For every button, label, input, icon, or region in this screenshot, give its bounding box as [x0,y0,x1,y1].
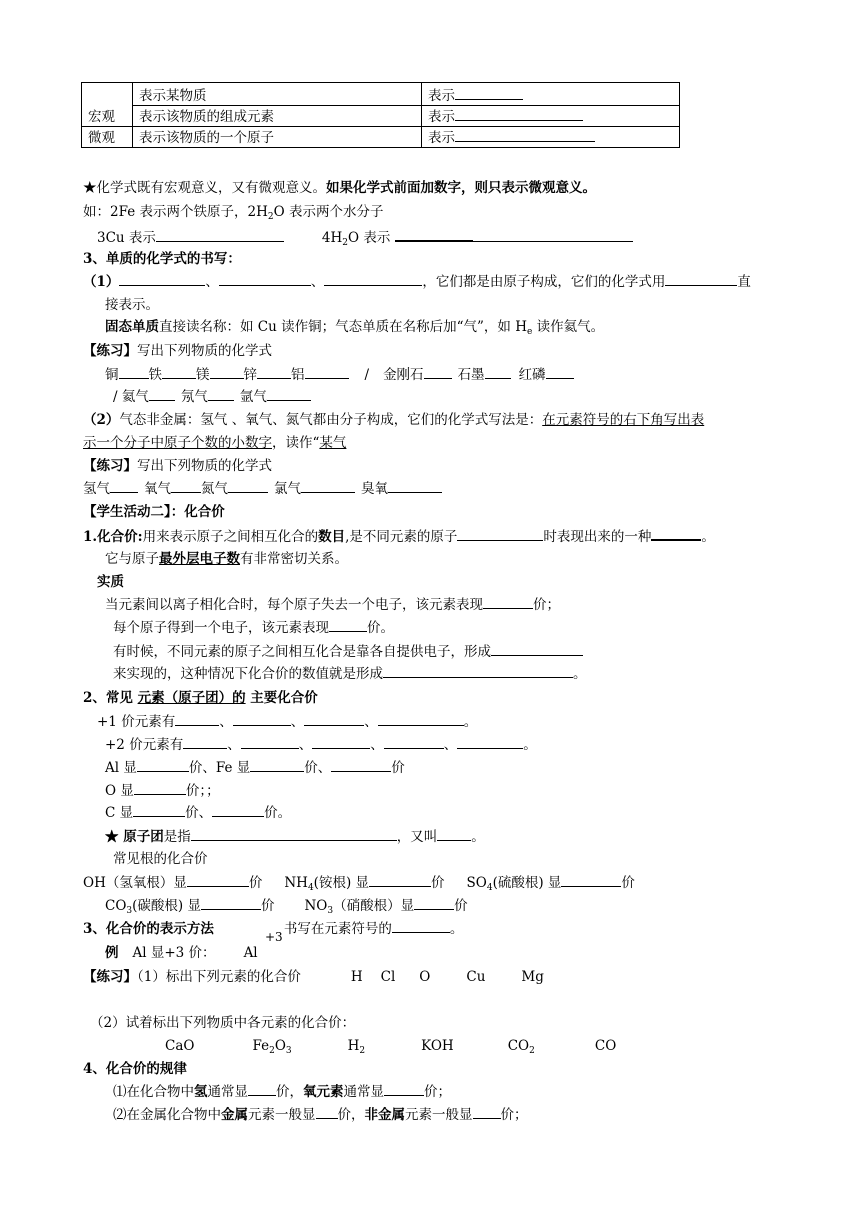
meaning-table [81,82,680,148]
exercise-line: 【练习】（1）标出下列元素的化合价 H Cl O Cu Mg [83,969,544,985]
table-cell: 表示某物质 [133,83,422,106]
paragraph: 示一个分子中原子个数的小数字，读作“某气 [83,435,347,451]
paragraph: （1） 、 、 ，它们都是由原子构成，它们的化学式用 直 [83,274,751,290]
section-title: 3、化合价的表示方法 书写在元素符号的 。 [83,921,464,937]
valence-line: +2 价元素有 、 、 、 、 。 [105,737,537,753]
exercise-line: 【练习】写出下列物质的化学式 [83,343,272,359]
fill-line: 3Cu 表示 $4H_2O$ 表示 [97,228,633,247]
table-cell: 表示该物质的一个原子 [133,127,422,148]
table-cell: 表示 [422,83,680,106]
paragraph: 来实现的，这种情况下化合价的数值就是形成 。 [113,666,587,682]
example-line: 例 Al 显+3 价： Al [105,945,258,961]
valence-line: C 显 价、 价。 [105,805,292,821]
activity-title: 【学生活动二】：化合价 [83,504,225,520]
note-line: ★化学式既有宏观意义，又有微观意义。如果化学式前面加数字，则只表示微观意义。 [83,180,596,196]
paragraph: 固态单质直接读名称：如 Cu 读作铜；气态单质在名称后加“气”，如 $H_e$ 读作氦气。 [105,319,605,337]
subheading: 常见根的化合价 [113,851,208,867]
table-cell: 表示 [422,106,680,127]
example-line: 如：2Fe 表示两个铁原子，$2H_2O$ 表示两个水分子 [83,204,384,222]
section-title: 4、化合价的规律 [83,1061,187,1077]
subheading: 实质 [97,574,124,590]
table-cell: 表示 [422,127,680,148]
formula-row: CaO $Fe_2O_3$ $H_2$ KOH $CO_2$ CO [165,1038,617,1056]
exercise-line: 【练习】写出下列物质的化学式 [83,458,272,474]
exercise-line: （2）试着标出下列物质中各元素的化合价： [90,1015,356,1031]
section-title: 2、常见 元素（原子团）的 主要化合价 [83,690,318,706]
exercise-row: 氢气 氧气 氮气 氯气 臭氧 [83,480,442,498]
section-title: 3、单质的化学式的书写： [83,251,241,267]
paragraph: 当元素间以离子相化合时，每个原子失去一个电子，该元素表现 价； [105,597,560,613]
paragraph: 接表示。 [105,297,159,313]
table-cell [82,83,133,106]
radical-row: OH（氢氧根）显 价 $NH_4$(铵根) 显 价 $SO_4$(硫酸根) 显 价 [83,875,635,893]
paragraph: （2）气态非金属：氢气 、氧气、氮气都由分子构成，它们的化学式写法是：在元素符号的右下角写出表 [83,412,705,428]
table-cell: 宏观 [82,106,133,127]
exercise-row: / 氦气 氖气 氩气 [113,388,311,406]
radical-line: ★ 原子团是指 ，又叫 。 [105,829,485,845]
radical-row: $CO_3$(碳酸根) 显 价 $NO_3$（硝酸根）显 价 [105,898,468,916]
table-cell: 表示该物质的组成元素 [133,106,422,127]
exercise-row: 铜 铁 镁 锌 铝 / 金刚石 石墨 红磷 [105,366,574,384]
rule-line: ⑵在金属化合物中金属元素一般显 价，非金属元素一般显 价； [113,1107,528,1123]
definition-line: 1.化合价:用来表示原子之间相互化合的数目,是不同元素的原子 时表现出来的一种 。 [83,529,715,545]
valence-superscript: +3 [265,930,283,944]
paragraph: 每个原子得到一个电子，该元素表现 价。 [113,620,394,636]
valence-line: Al 显 价、Fe 显 价、 价 [105,760,405,776]
valence-line: O 显 价；； [105,783,220,799]
definition-line: 它与原子最外层电子数有非常密切关系。 [105,551,348,567]
valence-line: +1 价元素有 、 、 、 。 [97,714,478,730]
table-cell: 微观 [82,127,133,148]
paragraph: 有时候，不同元素的原子之间相互化合是靠各自提供电子，形成 [113,643,583,661]
rule-line: ⑴在化合物中氢通常显 价，氧元素通常显 价； [113,1084,451,1100]
